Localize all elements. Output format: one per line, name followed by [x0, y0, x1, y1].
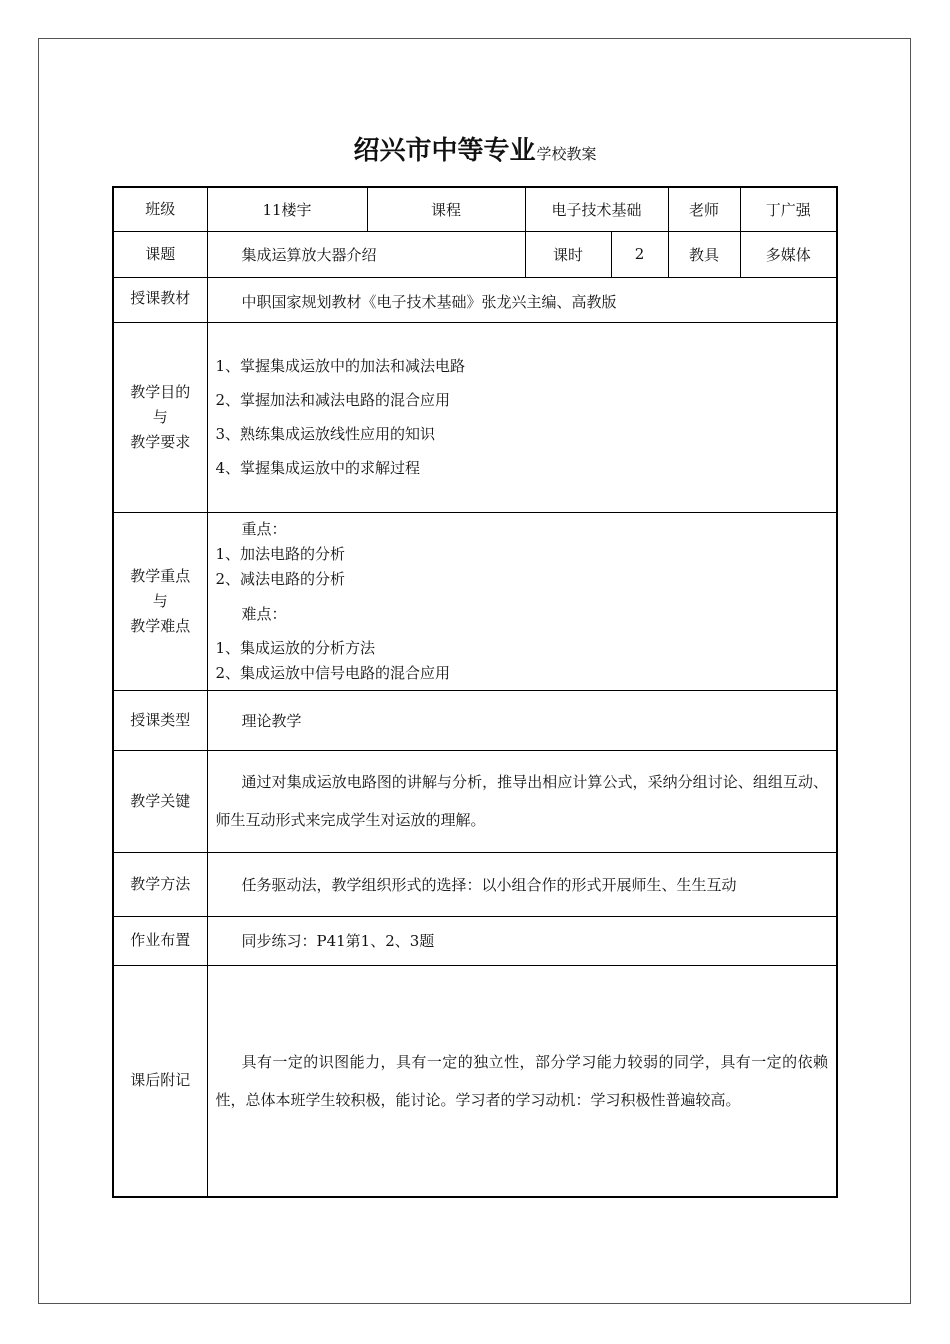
course-label: 课程: [367, 187, 525, 231]
row-textbook: [113, 277, 837, 322]
objectives-label: [113, 322, 207, 512]
keypoints-content: [207, 512, 837, 690]
difficulty-heading: 难点：: [241, 605, 287, 623]
row-topic: [113, 231, 837, 277]
type-value: 理论教学: [207, 690, 837, 750]
tools-value: 多媒体: [740, 231, 837, 277]
homework-label: 作业布置: [113, 916, 207, 965]
class-value: 11楼宇: [207, 187, 367, 231]
objective-item: 1、掌握集成运放中的加法和减法电路: [215, 357, 466, 375]
row-keypoints: [113, 512, 837, 690]
row-objectives: [113, 322, 837, 512]
key-value: 通过对集成运放电路图的讲解与分析，推导出相应计算公式，采纳分组讨论、组组互动、师生互动形式来完成学生对运放的理解。: [207, 750, 837, 852]
topic-value: 集成运算放大器介绍: [207, 231, 525, 277]
course-value: 电子技术基础: [525, 187, 668, 231]
method-label: 教学方法: [113, 852, 207, 916]
row-method: [113, 852, 837, 916]
row-homework: [113, 916, 837, 965]
textbook-label: 授课教材: [113, 277, 207, 322]
objective-item: 4、掌握集成运放中的求解过程: [215, 459, 421, 477]
objectives-list: [207, 322, 837, 512]
row-class: [113, 187, 837, 231]
row-key: [113, 750, 837, 852]
key-item: 2、减法电路的分析: [215, 570, 346, 588]
key-item: 1、加法电路的分析: [215, 545, 346, 563]
difficulty-item: 2、集成运放中信号电路的混合应用: [215, 664, 451, 682]
keypoints-label-1: 教学重点: [130, 566, 191, 585]
textbook-value: 中职国家规划教材《电子技术基础》张龙兴主编、高教版: [207, 277, 837, 322]
teacher-value: 丁广强: [740, 187, 837, 231]
hours-label: 课时: [525, 231, 611, 277]
keypoints-label-3: 教学难点: [130, 616, 191, 635]
teacher-label: 老师: [668, 187, 740, 231]
page-title: [0, 130, 950, 167]
type-label: 授课类型: [113, 690, 207, 750]
objectives-label-2: 与: [152, 407, 168, 426]
title-sub: 学校教案: [536, 145, 597, 163]
topic-label: 课题: [113, 231, 207, 277]
notes-value: 具有一定的识图能力，具有一定的独立性，部分学习能力较弱的同学，具有一定的依赖性，总体本班学生较积极，能讨论。学习者的学习动机：学习积极性普遍较高。: [207, 965, 837, 1197]
tools-label: 教具: [668, 231, 740, 277]
objective-item: 3、熟练集成运放线性应用的知识: [215, 425, 436, 443]
row-notes: [113, 965, 837, 1197]
key-label: 教学关键: [113, 750, 207, 852]
key-heading: 重点：: [241, 520, 287, 538]
objectives-label-3: 教学要求: [130, 432, 191, 451]
row-type: [113, 690, 837, 750]
difficulty-item: 1、集成运放的分析方法: [215, 639, 376, 657]
objectives-label-1: 教学目的: [130, 382, 191, 401]
keypoints-label-2: 与: [152, 591, 168, 610]
objective-item: 2、掌握加法和减法电路的混合应用: [215, 391, 451, 409]
hours-value: 2: [611, 231, 668, 277]
title-main: 绍兴市中等专业: [353, 136, 536, 166]
class-label: 班级: [113, 187, 207, 231]
homework-value: 同步练习：P41第1、2、3题: [207, 916, 837, 965]
lesson-plan-table: [112, 186, 838, 1198]
method-value: 任务驱动法，教学组织形式的选择：以小组合作的形式开展师生、生生互动: [207, 852, 837, 916]
notes-label: 课后附记: [113, 965, 207, 1197]
keypoints-label: [113, 512, 207, 690]
